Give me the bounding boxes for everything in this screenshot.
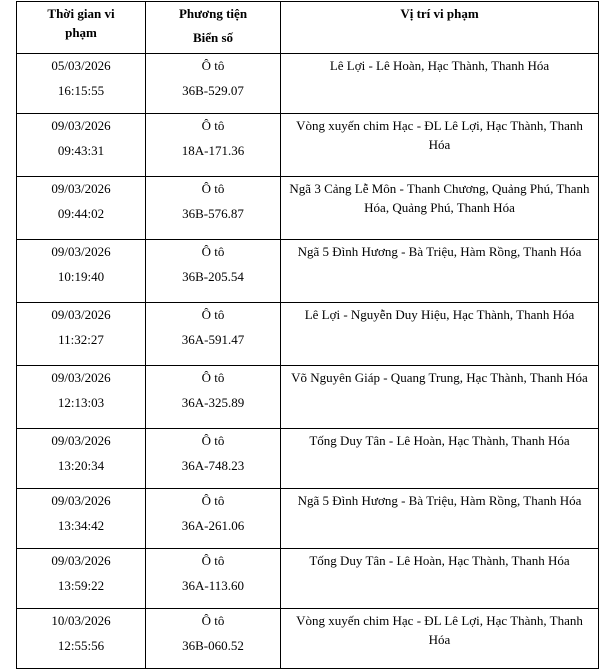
cell-time: [17, 366, 146, 429]
header-time: [17, 2, 146, 54]
violation-date: 05/03/2026: [51, 58, 111, 73]
table-row: [17, 609, 599, 669]
violation-time: 13:34:42: [57, 518, 105, 533]
violation-location: Lê Lợi - Nguyễn Duy Hiệu, Hạc Thành, Thanh Hóa: [281, 303, 599, 366]
violation-date: 09/03/2026: [51, 433, 111, 448]
vehicle-type: Ô tô: [201, 307, 225, 322]
header-vehicle: [146, 2, 281, 54]
cell-vehicle: [146, 429, 281, 489]
cell-time: [17, 429, 146, 489]
cell-vehicle: [146, 240, 281, 303]
table-row: [17, 54, 599, 114]
cell-vehicle: [146, 303, 281, 366]
license-plate: 36A-748.23: [181, 458, 245, 473]
table-header-row: [17, 2, 599, 54]
license-plate: 36A-261.06: [181, 518, 245, 533]
violation-date: 09/03/2026: [51, 493, 111, 508]
vehicle-type: Ô tô: [201, 118, 225, 133]
cell-vehicle: [146, 366, 281, 429]
violation-location: Tống Duy Tân - Lê Hoàn, Hạc Thành, Thanh Hóa: [281, 429, 599, 489]
vehicle-type: Ô tô: [201, 181, 225, 196]
table-row: [17, 177, 599, 240]
cell-vehicle: [146, 549, 281, 609]
violation-time: 12:13:03: [57, 395, 105, 410]
cell-vehicle: [146, 54, 281, 114]
header-location: Vị trí vi phạm: [281, 2, 599, 54]
license-plate: 36B-205.54: [182, 269, 244, 284]
cell-time: [17, 489, 146, 549]
license-plate: 36A-325.89: [181, 395, 245, 410]
header-time-line2: phạm: [65, 25, 97, 40]
cell-time: [17, 609, 146, 669]
violation-location: Lê Lợi - Lê Hoàn, Hạc Thành, Thanh Hóa: [281, 54, 599, 114]
violation-time: 13:20:34: [57, 458, 105, 473]
vehicle-type: Ô tô: [201, 58, 225, 73]
vehicle-type: Ô tô: [201, 493, 225, 508]
violation-time: 09:43:31: [57, 143, 105, 158]
violation-date: 09/03/2026: [51, 244, 111, 259]
violation-location: Ngã 3 Cảng Lễ Môn - Thanh Chương, Quảng Phú, Thanh Hóa, Quảng Phú, Thanh Hóa: [281, 177, 599, 240]
violation-time: 10:19:40: [57, 269, 105, 284]
license-plate: 36B-060.52: [182, 638, 244, 653]
violation-date: 09/03/2026: [51, 307, 111, 322]
table-body: [17, 54, 599, 669]
violation-date: 09/03/2026: [51, 553, 111, 568]
violation-date: 09/03/2026: [51, 370, 111, 385]
cell-time: [17, 303, 146, 366]
table-row: [17, 303, 599, 366]
table-row: [17, 366, 599, 429]
cell-vehicle: [146, 177, 281, 240]
cell-time: [17, 177, 146, 240]
violation-time: 11:32:27: [58, 332, 104, 347]
violation-time: 12:55:56: [57, 638, 105, 653]
vehicle-type: Ô tô: [201, 433, 225, 448]
license-plate: 18A-171.36: [181, 143, 245, 158]
vehicle-type: Ô tô: [201, 613, 225, 628]
table-row: [17, 429, 599, 489]
violation-date: 09/03/2026: [51, 118, 111, 133]
header-time-line1: Thời gian vi: [47, 6, 115, 21]
cell-vehicle: [146, 114, 281, 177]
violation-time: 13:59:22: [57, 578, 105, 593]
violation-date: 10/03/2026: [51, 613, 111, 628]
violation-location: Vòng xuyến chim Hạc - ĐL Lê Lợi, Hạc Thành, Thanh Hóa: [281, 114, 599, 177]
vehicle-type: Ô tô: [201, 370, 225, 385]
violation-location: Tống Duy Tân - Lê Hoàn, Hạc Thành, Thanh Hóa: [281, 549, 599, 609]
cell-time: [17, 549, 146, 609]
license-plate: 36A-113.60: [182, 578, 244, 593]
vehicle-type: Ô tô: [201, 553, 225, 568]
cell-vehicle: [146, 489, 281, 549]
cell-time: [17, 240, 146, 303]
table-row: [17, 114, 599, 177]
violations-table: [16, 1, 599, 669]
cell-time: [17, 114, 146, 177]
license-plate: 36B-529.07: [182, 83, 244, 98]
cell-time: [17, 54, 146, 114]
violation-time: 09:44:02: [57, 206, 105, 221]
violation-location: Vòng xuyến chim Hạc - ĐL Lê Lợi, Hạc Thành, Thanh Hóa: [281, 609, 599, 669]
violation-date: 09/03/2026: [51, 181, 111, 196]
cell-vehicle: [146, 609, 281, 669]
license-plate: 36A-591.47: [181, 332, 245, 347]
violation-time: 16:15:55: [57, 83, 105, 98]
header-vehicle-line1: Phương tiện: [178, 6, 248, 21]
violation-location: Ngã 5 Đình Hương - Bà Triệu, Hàm Rồng, Thanh Hóa: [281, 489, 599, 549]
table-row: [17, 489, 599, 549]
violation-location: Ngã 5 Đình Hương - Bà Triệu, Hàm Rồng, Thanh Hóa: [281, 240, 599, 303]
license-plate: 36B-576.87: [182, 206, 244, 221]
table-row: [17, 549, 599, 609]
table-row: [17, 240, 599, 303]
header-vehicle-line2: Biển số: [192, 30, 234, 45]
violation-location: Võ Nguyên Giáp - Quang Trung, Hạc Thành, Thanh Hóa: [281, 366, 599, 429]
vehicle-type: Ô tô: [201, 244, 225, 259]
